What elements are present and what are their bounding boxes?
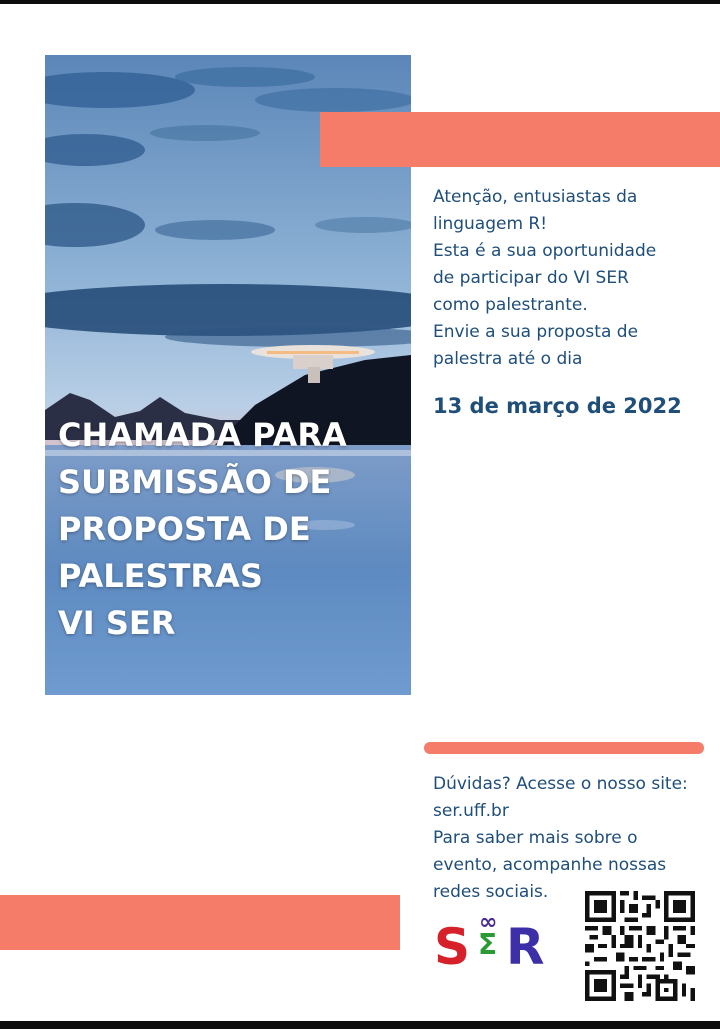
accent-stripe-mid (424, 742, 704, 754)
accent-stripe-top (320, 112, 720, 167)
intro-line: de participar do VI SER (433, 268, 629, 288)
headline-line: SUBMISSÃO DE (58, 463, 332, 501)
headline-line: PALESTRAS (58, 557, 263, 595)
intro-line: linguagem R! (433, 214, 548, 234)
intro-line: como palestrante. (433, 295, 588, 315)
infinity-icon: ∞ (479, 910, 498, 935)
contact-line: redes sociais. (433, 882, 549, 902)
qr-code[interactable] (585, 891, 695, 1001)
contact-line: Para saber mais sobre o (433, 828, 638, 848)
intro-text (433, 184, 708, 373)
headline-line: PROPOSTA DE (58, 510, 311, 548)
deadline-date: 13 de março de 2022 (433, 394, 682, 418)
intro-line: Envie a sua proposta de (433, 322, 639, 342)
intro-line: Atenção, entusiastas da (433, 187, 638, 207)
bottom-border (0, 1021, 720, 1029)
accent-stripe-bottom (0, 895, 400, 950)
contact-text (433, 771, 708, 906)
top-border (0, 0, 720, 4)
ser-logo (434, 910, 556, 976)
logo-letter-s: S (434, 918, 471, 976)
intro-line: Esta é a sua oportunidade (433, 241, 657, 261)
sigma-icon: Σ (478, 928, 498, 961)
website-link[interactable]: ser.uff.br (433, 801, 509, 821)
headline-line: VI SER (58, 604, 176, 642)
contact-line: evento, acompanhe nossas (433, 855, 667, 875)
headline (58, 412, 398, 647)
contact-line: Dúvidas? Acesse o nosso site: (433, 774, 688, 794)
headline-line: CHAMADA PARA (58, 416, 347, 454)
intro-line: palestra até o dia (433, 349, 583, 369)
logo-letter-r: R (506, 918, 545, 976)
